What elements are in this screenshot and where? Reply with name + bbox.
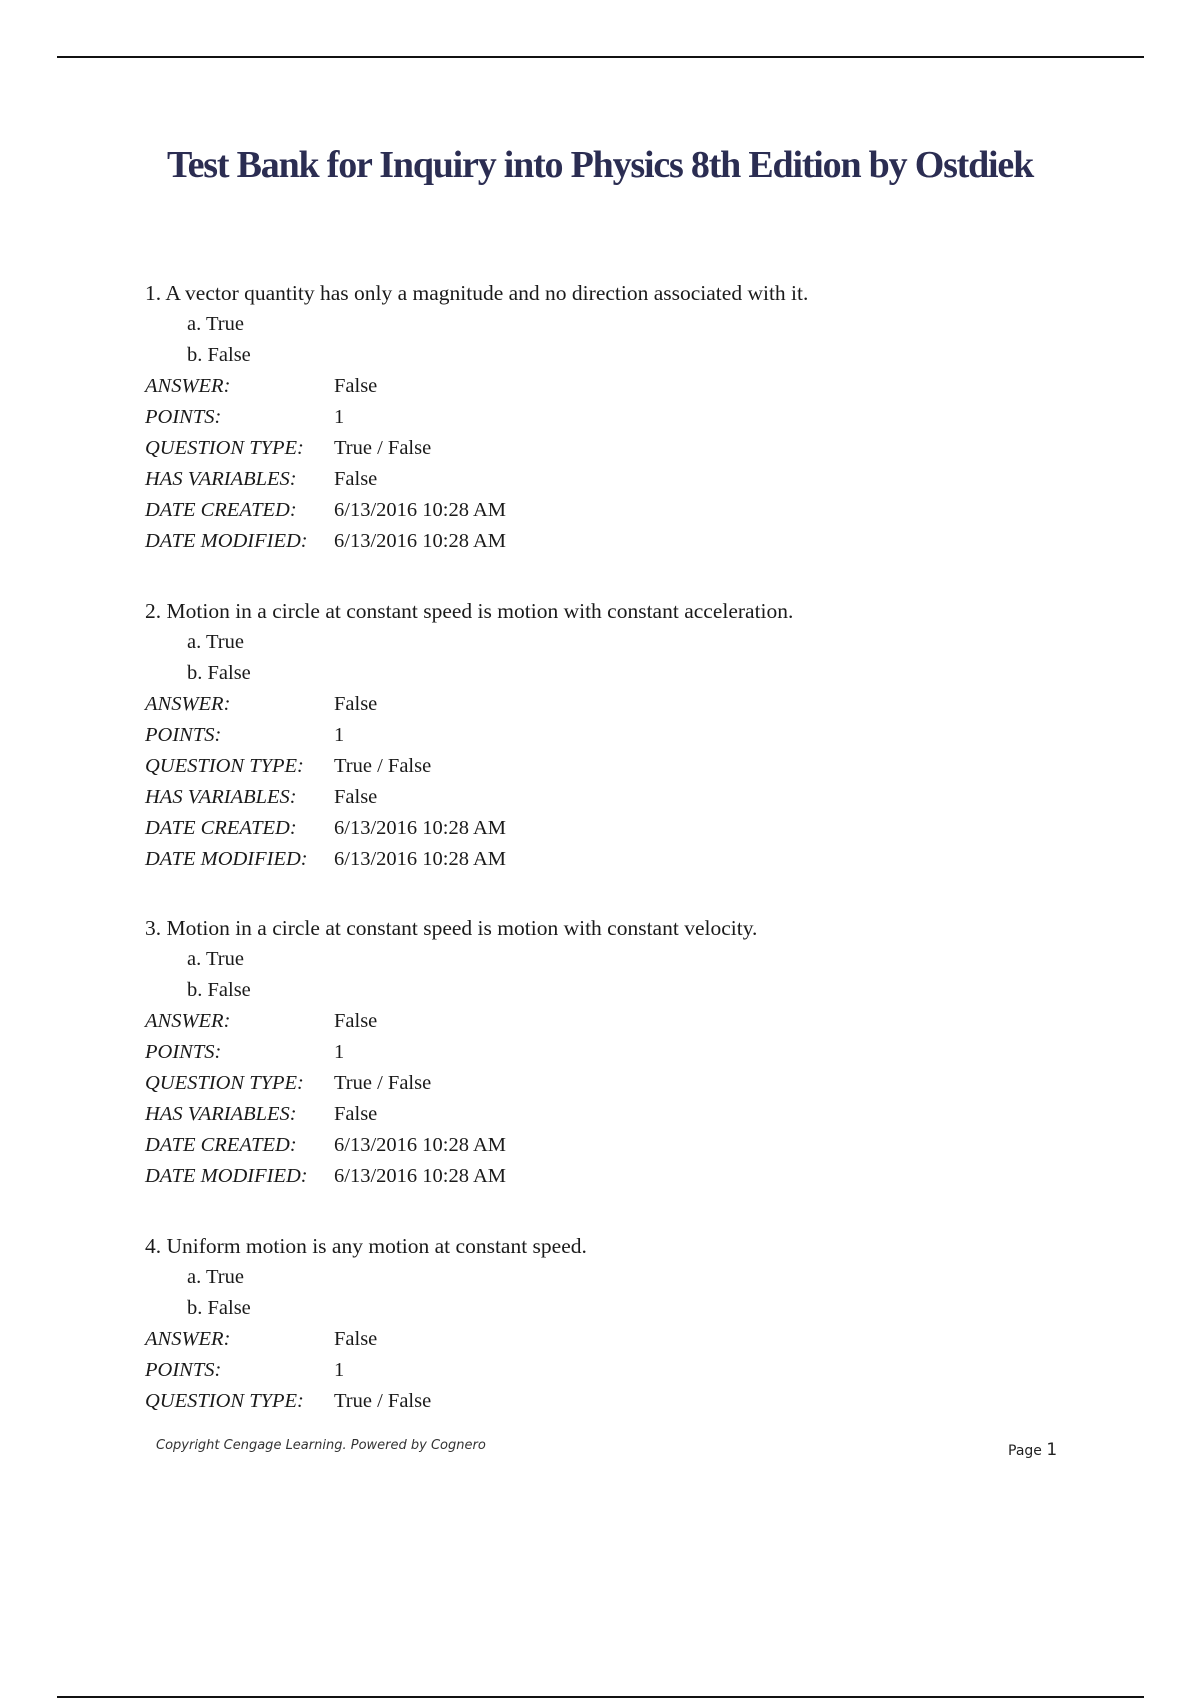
meta-value: 1 bbox=[334, 1359, 345, 1381]
meta-row-question-type bbox=[145, 433, 1065, 464]
meta-label: DATE CREATED: bbox=[145, 499, 297, 521]
meta-row-has-variables bbox=[145, 782, 1065, 813]
answer-choice: a. True bbox=[187, 631, 244, 653]
meta-row-points bbox=[145, 1355, 1065, 1386]
meta-row-question-type bbox=[145, 1386, 1065, 1417]
question-stem: 4. Uniform motion is any motion at constant speed. bbox=[145, 1234, 587, 1258]
question-block bbox=[145, 596, 1065, 875]
meta-label: ANSWER: bbox=[145, 375, 231, 397]
meta-value: False bbox=[334, 693, 378, 715]
meta-label: DATE CREATED: bbox=[145, 817, 297, 839]
meta-value: 6/13/2016 10:28 AM bbox=[334, 848, 506, 870]
meta-value: 6/13/2016 10:28 AM bbox=[334, 499, 506, 521]
page-label: Page bbox=[1008, 1443, 1042, 1459]
meta-label: QUESTION TYPE: bbox=[145, 1390, 304, 1412]
meta-value: False bbox=[334, 1103, 378, 1125]
meta-row-answer bbox=[145, 371, 1065, 402]
meta-value: 1 bbox=[334, 406, 345, 428]
meta-label: POINTS: bbox=[145, 406, 222, 428]
question-block bbox=[145, 913, 1065, 1192]
meta-value: 6/13/2016 10:28 AM bbox=[334, 1134, 506, 1156]
meta-label: ANSWER: bbox=[145, 693, 231, 715]
meta-label: HAS VARIABLES: bbox=[145, 786, 297, 808]
meta-row-has-variables bbox=[145, 1099, 1065, 1130]
meta-row-date-modified bbox=[145, 1161, 1065, 1192]
meta-label: QUESTION TYPE: bbox=[145, 1072, 304, 1094]
meta-row-answer bbox=[145, 1006, 1065, 1037]
meta-label: HAS VARIABLES: bbox=[145, 468, 297, 490]
answer-choice: a. True bbox=[187, 313, 244, 335]
meta-row-date-modified bbox=[145, 526, 1065, 557]
question-block bbox=[145, 1231, 1065, 1417]
meta-label: POINTS: bbox=[145, 1041, 222, 1063]
page-number bbox=[1008, 1440, 1057, 1460]
meta-label: QUESTION TYPE: bbox=[145, 755, 304, 777]
top-rule bbox=[57, 56, 1144, 58]
meta-label: QUESTION TYPE: bbox=[145, 437, 304, 459]
bottom-rule bbox=[57, 1696, 1144, 1698]
meta-label: ANSWER: bbox=[145, 1010, 231, 1032]
question-stem: 1. A vector quantity has only a magnitude and no direction associated with it. bbox=[145, 281, 809, 305]
footer-copyright: Copyright Cengage Learning. Powered by Cognero bbox=[156, 1438, 486, 1453]
answer-choice: a. True bbox=[187, 948, 244, 970]
meta-row-answer bbox=[145, 1324, 1065, 1355]
meta-row-date-created bbox=[145, 813, 1065, 844]
answer-choice: a. True bbox=[187, 1266, 244, 1288]
meta-label: HAS VARIABLES: bbox=[145, 1103, 297, 1125]
meta-row-date-modified bbox=[145, 844, 1065, 875]
question-block bbox=[145, 278, 1065, 557]
meta-label: DATE MODIFIED: bbox=[145, 848, 308, 870]
meta-row-date-created bbox=[145, 495, 1065, 526]
meta-row-date-created bbox=[145, 1130, 1065, 1161]
answer-choice: b. False bbox=[187, 662, 251, 684]
meta-label: DATE CREATED: bbox=[145, 1134, 297, 1156]
meta-label: DATE MODIFIED: bbox=[145, 530, 308, 552]
meta-row-has-variables bbox=[145, 464, 1065, 495]
answer-choice: b. False bbox=[187, 344, 251, 366]
meta-value: True / False bbox=[334, 755, 432, 777]
meta-value: 6/13/2016 10:28 AM bbox=[334, 1165, 506, 1187]
meta-value: 1 bbox=[334, 1041, 345, 1063]
meta-row-answer bbox=[145, 689, 1065, 720]
meta-row-question-type bbox=[145, 1068, 1065, 1099]
meta-label: POINTS: bbox=[145, 724, 222, 746]
meta-row-points bbox=[145, 720, 1065, 751]
meta-value: False bbox=[334, 1328, 378, 1350]
meta-value: True / False bbox=[334, 1390, 432, 1412]
meta-label: POINTS: bbox=[145, 1359, 222, 1381]
meta-value: 6/13/2016 10:28 AM bbox=[334, 530, 506, 552]
question-stem: 3. Motion in a circle at constant speed is motion with constant velocity. bbox=[145, 916, 758, 940]
meta-label: DATE MODIFIED: bbox=[145, 1165, 308, 1187]
meta-value: False bbox=[334, 786, 378, 808]
meta-row-question-type bbox=[145, 751, 1065, 782]
meta-row-points bbox=[145, 402, 1065, 433]
meta-value: False bbox=[334, 375, 378, 397]
meta-value: True / False bbox=[334, 437, 432, 459]
meta-value: 1 bbox=[334, 724, 345, 746]
question-stem: 2. Motion in a circle at constant speed is motion with constant acceleration. bbox=[145, 599, 794, 623]
meta-label: ANSWER: bbox=[145, 1328, 231, 1350]
answer-choice: b. False bbox=[187, 1297, 251, 1319]
meta-value: 6/13/2016 10:28 AM bbox=[334, 817, 506, 839]
answer-choice: b. False bbox=[187, 979, 251, 1001]
meta-value: True / False bbox=[334, 1072, 432, 1094]
meta-value: False bbox=[334, 468, 378, 490]
meta-row-points bbox=[145, 1037, 1065, 1068]
document-title: Test Bank for Inquiry into Physics 8th Edition by Ostdiek bbox=[166, 144, 1033, 186]
page-number-value: 1 bbox=[1046, 1440, 1058, 1460]
meta-value: False bbox=[334, 1010, 378, 1032]
